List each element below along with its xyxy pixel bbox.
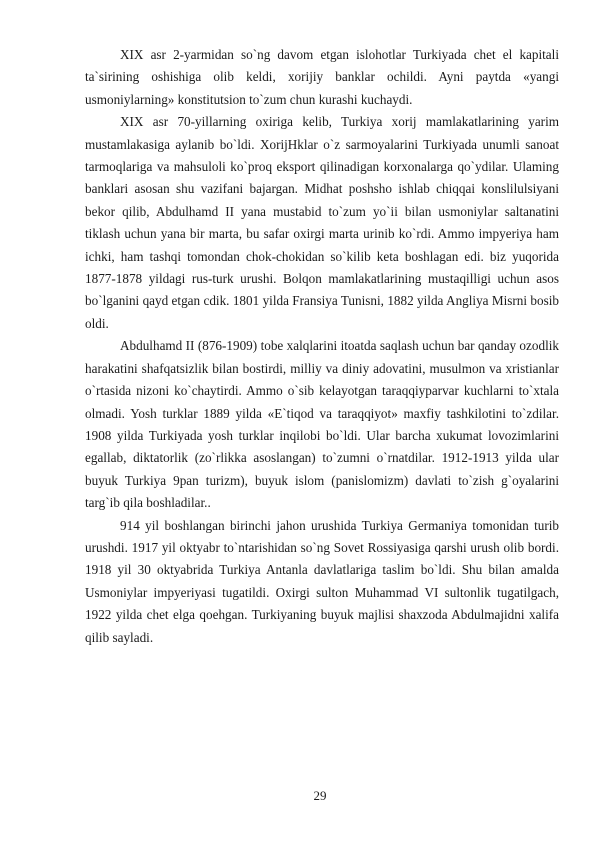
paragraph-2: XIX asr 70-yillarning oxiriga kelib, Turkiya xorij mamlakatlarining yarim mustamlakasiga aylanib bo`ldi. XorijHklar o`z sarmoyalarini Turkiyada unumli sanoat tarmoqlariga va mahsuloli ko`proq eksport qilinadigan korxonalarga qo`ydilar. Ulaming banklari asosan shu vazifani bajargan. Midhat poshsho ishlab chiqqai konslilulsiyani bekor qilib, Abdulhamd II yana mustabid to`zum yo`ii bilan usmoniylar saltanatini tiklash uchun yana bir marta, bu safar oxirgi marta urinib ko`rdi. Ammo impyeriya ham ichki, ham tashqi tomondan chok-chokidan so`kilib keta boshlagan edi. biz yuqorida 1877-1878 yildagi rus-turk urushi. Bolqon mamlakatlarining mustaqilligi uchun asos bo`lganini qayd etgan cdik. 1801 yilda Fransiya Tunisni, 1882 yilda Angliya Misrni bosib oldi. bbox=[85, 114, 559, 331]
paragraph-1: XIX asr 2-yarmidan so`ng davom etgan islohotlar Turkiyada chet el kapitali ta`sirining oshishiga olib keldi, xorijiy banklar ochildi. Ayni paytda «yangi usmoniylarning» konstitutsion to`zum chun kurashi kuchaydi. bbox=[85, 47, 559, 107]
paragraph-4: 914 yil boshlangan birinchi jahon urushida Turkiya Germaniya tomonidan turib urushdi. 1917 yil oktyabr to`ntarishidan so`ng Sovet Rossiyasiga qarshi urush olib bordi. 1918 yil 30 oktyabrida Turkiya Antanla davlatlariga taslim bo`ldi. Shu bilan amalda Usmoniylar impyeriyasi tugatildi. Oxirgi sulton Muhammad VI sultonlik tugatilgach, 1922 yilda chet elga qoehgan. Turkiyaning buyuk majlisi shaxzoda Abdulmajidni xalifa qilib sayladi. bbox=[85, 517, 559, 645]
document-page bbox=[85, 44, 559, 649]
page-number: 29 bbox=[313, 788, 327, 803]
paragraph-3: Abdulhamd II (876-1909) tobe xalqlarini itoatda saqlash uchun bar qanday ozodlik harakatini shafqatsizlik bilan bostirdi, milliy va diniy adovatini, musulmon va xristianlar o`rtasida nizoni ko`chaytirdi. Ammo o`sib kelayotgan taraqqiyparvar kuchlarni to`xtala olmadi. Yosh turklar 1889 yilda «E`tiqod va taraqqiyot» maxfiy tashkilotini to`zdilar. 1908 yilda Turkiyada yosh turklar inqilobi bo`ldi. Ular barcha xukumat lovozimlarini egallab, diktatorlik (zo`rlikka asoslangan) to`zumni o`rnatdilar. 1912-1913 yilda ular buyuk Turkiya 9pan turizm), buyuk islom (panislomizm) davlati to`zish g`oyalarini targ`ib qila boshladilar.. bbox=[85, 338, 559, 511]
